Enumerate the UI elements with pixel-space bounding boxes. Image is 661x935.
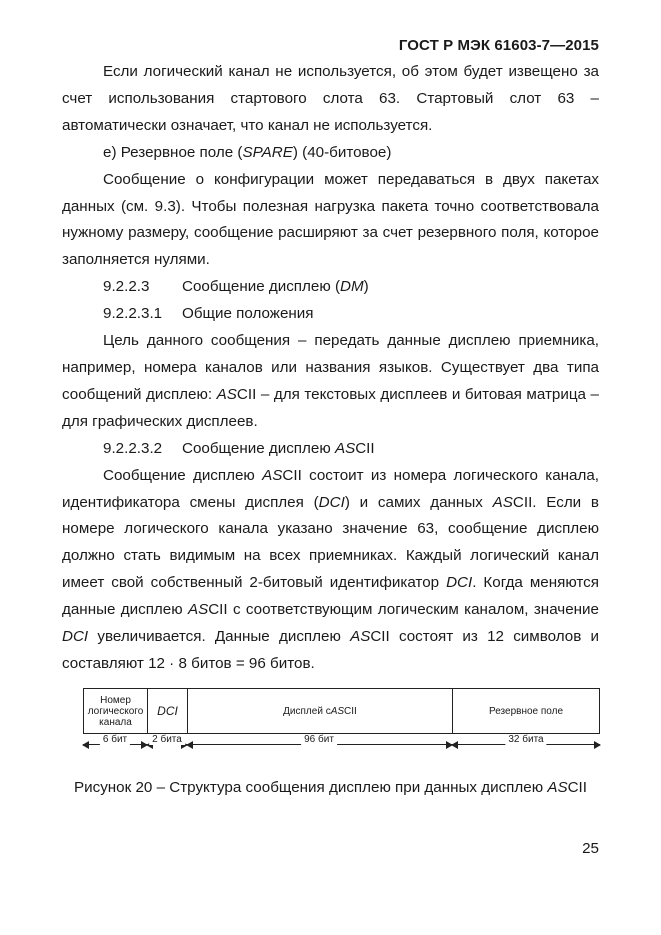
- field-spare: Резервное поле: [488, 705, 564, 717]
- page-number: 25: [582, 840, 599, 857]
- figure-caption: Рисунок 20 – Структура сообщения дисплею при данных дисплею ASCII: [73, 779, 588, 796]
- body-text: [62, 59, 599, 678]
- bit-width-row: [83, 734, 600, 760]
- bit-width-label: 32 бита: [505, 734, 546, 745]
- message-structure-figure: [83, 688, 600, 760]
- paragraph-config-message: Сообщение о конфигурации может передаваться в двух пакетах данных (см. 9.3). Чтобы полезная нагрузка пакета точно соответствовала нужному размеру, сообщение расширяют за счет резервного поля, которое заполняется нулями.: [62, 170, 599, 269]
- bit-width-label: 2 бита: [149, 734, 185, 745]
- paragraph-ascii-message: Сообщение дисплею ASCII состоит из номера логического канала, идентификатора смены дисплея (DCI) и самих данных ASCII. Если в номере логического канала указано значение 63, сообщение дисплею должно стать видимым на всех приемниках. Каждый логический канал имеет свой собственный 2-битовый идентификатор DCI. Когда меняются данные дисплею ASCII с соответствующим логическим каналом, значение DCI увеличивается. Данные дисплею ASCII состоят из 12 символов и составляют 12 · 8 битов = 96 битов.: [62, 466, 600, 672]
- section-heading-general: 9.2.2.3.1 Общие положения: [103, 305, 314, 323]
- paragraph-spare-field: е) Резервное поле (SPARE) (40-битовое): [103, 143, 392, 161]
- bit-width-label: 96 бит: [301, 734, 337, 745]
- field-display-ascii: Дисплей с AS CII: [188, 689, 453, 733]
- bit-width-label: 6 бит: [100, 734, 130, 745]
- field-dci: DCI: [148, 689, 188, 733]
- paragraph-purpose: Цель данного сообщения – передать данные дисплею приемника, например, номера каналов или названия языков. Существует два типа сообщений дисплею: ASCII – для текстовых дисплеев и битовая матрица – для графических дисплеев.: [62, 332, 599, 430]
- section-heading-display-message: 9.2.2.3 Сообщение дисплею (DM): [103, 278, 369, 296]
- paragraph-unused-channel: Если логический канал не используется, об этом будет извещено за счет использования стартового слота 63. Стартовый слот 63 – автоматически означает, что канал не используется.: [62, 63, 599, 134]
- field-channel-number: Номер логического канала: [84, 689, 148, 733]
- field-row: [83, 688, 600, 734]
- section-heading-ascii-message: 9.2.2.3.2 Сообщение дисплею ASCII: [103, 439, 375, 457]
- document-header: ГОСТ Р МЭК 61603-7—2015: [398, 37, 599, 54]
